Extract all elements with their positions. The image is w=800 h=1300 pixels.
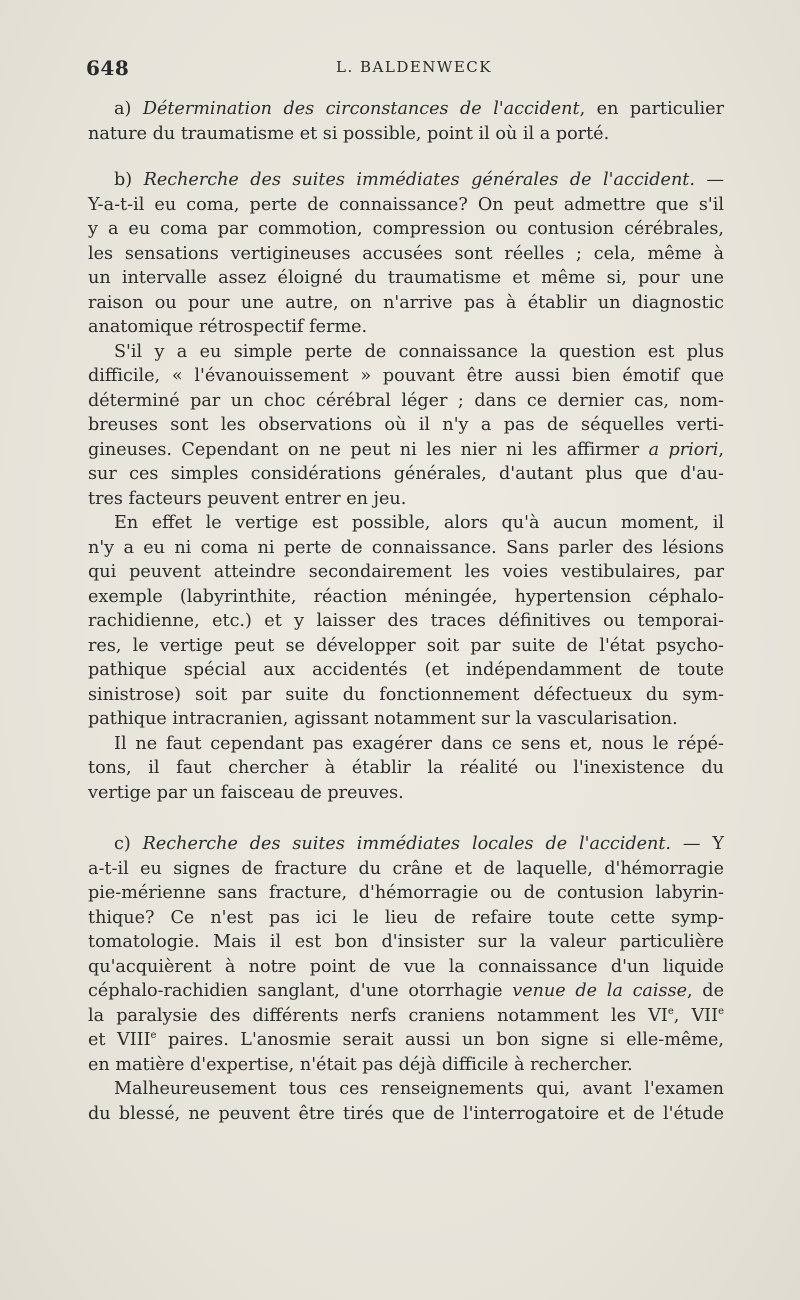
text-segment: res, le vertige peut se développer soit par suite de l'état psycho- [88, 635, 724, 656]
text-line [88, 291, 724, 316]
text-line [88, 634, 724, 659]
italic-text: Recherche des suites immédiates générales de l'accident. [143, 170, 695, 190]
text-segment: vertige par un faisceau de preuves. [88, 782, 404, 803]
text-line [88, 707, 724, 732]
text-segment: pathique spécial aux accidentés (et indépendamment de toute [88, 660, 724, 680]
text-segment: anatomique rétrospectif ferme. [88, 317, 368, 337]
text-segment: — Y [671, 834, 724, 854]
text-segment: raison ou pour une autre, on n'arrive pas à établir un diagnostic [88, 292, 724, 313]
text-segment: nature du traumatisme et si possible, point il où il a porté. [88, 123, 610, 144]
text-line [88, 906, 724, 931]
text-line [88, 1004, 724, 1029]
text-segment: y a eu coma par commotion, compression ou contusion cérébrales, [88, 219, 724, 239]
text-line [88, 242, 724, 267]
text-segment: tres facteurs peuvent entrer en jeu. [88, 488, 407, 509]
text-line [88, 658, 724, 683]
italic-text: Recherche des suites immédiates locales de l'accident. [142, 834, 671, 854]
text-line [88, 217, 724, 242]
text-segment: Malheureusement tous ces renseignements qui, avant l'examen [114, 1079, 724, 1099]
text-segment: , en particulier [579, 99, 725, 119]
text-segment: rachidienne, etc.) et y laisser des traces définitives ou temporai- [88, 611, 724, 631]
text-line [88, 1102, 724, 1127]
text-line [88, 511, 724, 536]
text-line [88, 979, 724, 1004]
text-segment: b) [114, 170, 144, 190]
text-segment: En effet le vertige est possible, alors qu'à aucun moment, il [114, 513, 724, 533]
text-line [88, 389, 724, 414]
body-text [88, 97, 724, 1126]
text-line [88, 930, 724, 955]
text-segment: les sensations vertigineuses accusées sont réelles ; cela, même à [88, 243, 724, 264]
text-segment: thique? Ce n'est pas ici le lieu de refaire toute cette symp- [88, 907, 724, 928]
text-line [88, 487, 724, 512]
text-segment: breuses sont les observations où il n'y a pas de séquelles verti- [88, 415, 724, 435]
text-line [88, 193, 724, 218]
text-segment: céphalo-rachidien sanglant, d'une otorrhagie [88, 981, 513, 1001]
text-line [88, 832, 724, 857]
text-segment: tons, il faut chercher à établir la réalité ou l'inexistence du [88, 758, 724, 778]
page-number: 648 [86, 56, 130, 80]
text-segment: n'y a eu ni coma ni perte de connaissance. Sans parler des lésions [88, 537, 724, 558]
text-segment: Il ne faut cependant pas exagérer dans ce sens et, nous le répé- [114, 733, 724, 754]
text-segment: pie-mérienne sans fracture, d'hémorragie ou de contusion labyrin- [88, 883, 724, 903]
text-segment: a-t-il eu signes de fracture du crâne et de laquelle, d'hémorragie [88, 858, 724, 879]
text-line [88, 364, 724, 389]
text-line [88, 756, 724, 781]
text-segment: un intervalle assez éloigné du traumatisme et même si, pour une [88, 268, 724, 288]
text-segment: , VII [673, 1005, 719, 1026]
text-line [88, 955, 724, 980]
text-line [88, 1053, 724, 1078]
header-author: L. BALDENWECK [336, 58, 492, 76]
text-line [88, 560, 724, 585]
text-line [88, 857, 724, 882]
text-line [88, 536, 724, 561]
text-segment: c) [114, 834, 143, 854]
superscript: e [667, 1005, 674, 1017]
text-segment: difficile, « l'évanouissement » pouvant être aussi bien émotif que [88, 366, 724, 386]
text-line [88, 266, 724, 291]
text-line [88, 438, 724, 463]
text-segment: déterminé par un choc cérébral léger ; dans ce dernier cas, nom- [88, 390, 724, 411]
text-line [88, 732, 724, 757]
text-line [88, 413, 724, 438]
text-segment: pathique intracranien, agissant notamment sur la vascularisation. [88, 709, 678, 729]
section-spacer [88, 146, 724, 168]
text-line [88, 315, 724, 340]
text-segment: exemple (labyrinthite, réaction méningée, hypertension céphalo- [88, 586, 724, 607]
text-segment: Y-a-t-il eu coma, perte de connaissance? On peut admettre que s'il [88, 194, 724, 215]
text-segment: qui peuvent atteindre secondairement les voies vestibulaires, par [88, 562, 724, 582]
text-segment: paires. L'anosmie serait aussi un bon signe si elle-même, [156, 1030, 724, 1050]
text-line [88, 122, 724, 147]
text-segment: tomatologie. Mais il est bon d'insister sur la valeur particulière [88, 932, 724, 952]
text-segment: qu'acquièrent à notre point de vue la connaissance d'un liquide [88, 956, 724, 977]
section-spacer [88, 805, 724, 832]
text-line [88, 1077, 724, 1102]
text-segment: en matière d'expertise, n'était pas déjà difficile à rechercher. [88, 1054, 633, 1075]
superscript: e [718, 1005, 724, 1017]
text-segment: du blessé, ne peuvent être tirés que de l'interrogatoire et de l'étude [88, 1103, 724, 1124]
superscript: e [150, 1030, 157, 1041]
text-segment: gineuses. Cependant on ne peut ni les nier ni les affirmer [88, 439, 649, 460]
text-line [88, 683, 724, 708]
text-line [88, 781, 724, 806]
text-segment: , [718, 439, 724, 460]
text-segment: la paralysie des différents nerfs craniens notamment les VI [88, 1005, 668, 1026]
running-head [86, 56, 724, 82]
text-line [88, 609, 724, 634]
text-segment: et VIII [88, 1030, 151, 1050]
text-segment: S'il y a eu simple perte de connaissance la question est plus [114, 341, 724, 362]
text-line [88, 881, 724, 906]
text-line [88, 97, 724, 122]
italic-text: venue de la caisse [512, 981, 688, 1001]
text-segment: sinistrose) soit par suite du fonctionnement défectueux du sym- [88, 684, 724, 705]
text-line [88, 585, 724, 610]
text-line [88, 1028, 724, 1053]
text-segment: , de [687, 981, 724, 1001]
italic-text: a priori [648, 439, 719, 460]
text-line [88, 462, 724, 487]
italic-text: Détermination des circonstances de l'accident [142, 99, 580, 119]
text-segment: sur ces simples considérations générales, d'autant plus que d'au- [88, 464, 724, 484]
text-segment: a) [114, 99, 143, 119]
text-line [88, 168, 724, 193]
text-segment: — [694, 170, 724, 190]
text-line [88, 340, 724, 365]
